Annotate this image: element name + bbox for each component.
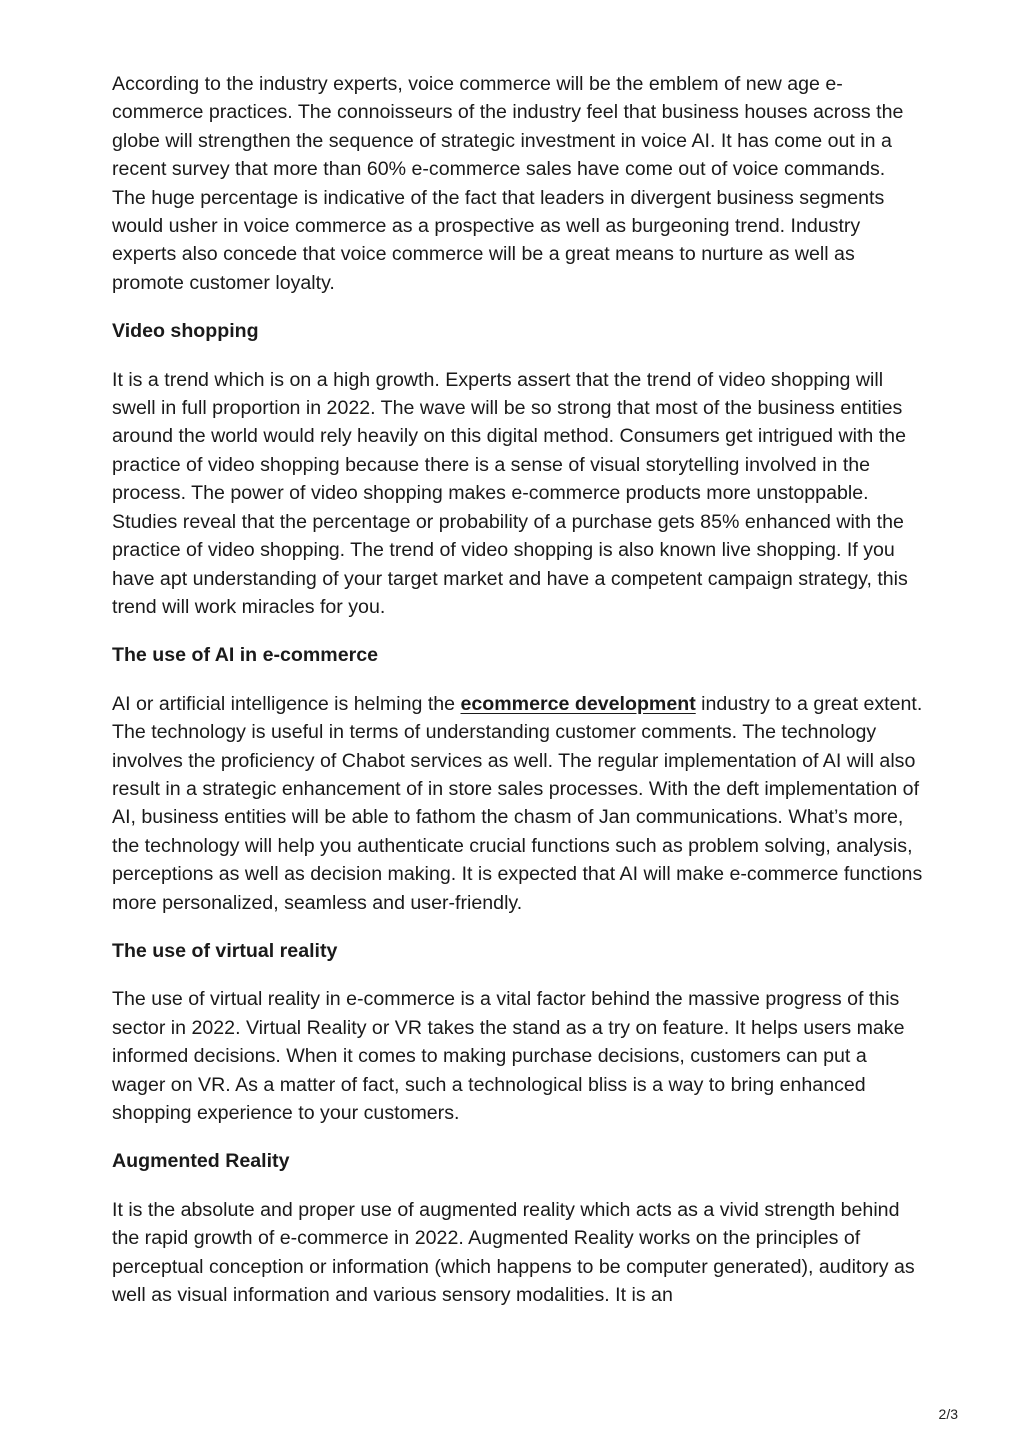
paragraph-ai-ecommerce [112, 690, 924, 917]
ai-text-after-link: industry to a great extent. The technology is useful in terms of understanding customer comments. The technology involves the proficiency of Chabot services as well. The regular implementation of AI will also result in a strategic enhancement of in store sales processes. With the deft implementation of AI, business entities will be able to fathom the chasm of Jan communications. What’s more, the technology will help you authenticate crucial functions such as problem solving, analysis, perceptions as well as decision making. It is expected that AI will make e-commerce functions more personalized, seamless and user-friendly. [112, 692, 923, 914]
heading-video-shopping: Video shopping [112, 320, 259, 343]
page-number: 2/3 [938, 1406, 958, 1422]
paragraph-virtual-reality: The use of virtual reality in e-commerce is a vital factor behind the massive progress of this sector in 2022. Virtual Reality or VR takes the stand as a try on feature. It helps users make informed decisions. When it comes to making purchase decisions, customers can put a wager on VR. As a matter of fact, such a technological bliss is a way to bring enhanced shopping experience to your customers. [112, 988, 905, 1124]
ecommerce-development-link[interactable]: ecommerce development [460, 692, 696, 715]
paragraph-video-shopping: It is a trend which is on a high growth. Experts assert that the trend of video shopping will swell in full proportion in 2022. The wave will be so strong that most of the business entities around the world would rely heavily on this digital method. Consumers get intrigued with the practice of video shopping because there is a sense of visual storytelling involved in the process. The power of video shopping makes e-commerce products more unstoppable. Studies reveal that the percentage or probability of a purchase gets 85% enhanced with the practice of video shopping. The trend of video shopping is also known live shopping. If you have apt understanding of your target market and have a competent campaign strategy, this trend will work miracles for you. [112, 368, 908, 618]
paragraph-voice-commerce: According to the industry experts, voice commerce will be the emblem of new age e-commerce practices. The connoisseurs of the industry feel that business houses across the globe will strengthen the sequence of strategic investment in voice AI. It has come out in a recent survey that more than 60% e-commerce sales have come out of voice commands. The huge percentage is indicative of the fact that leaders in divergent business segments would usher in voice commerce as a prospective as well as burgeoning trend. Industry experts also concede that voice commerce will be a great means to nurture as well as promote customer loyalty. [112, 73, 904, 294]
heading-augmented-reality: Augmented Reality [112, 1150, 290, 1173]
paragraph-augmented-reality: It is the absolute and proper use of augmented reality which acts as a vivid strength behind the rapid growth of e-commerce in 2022. Augmented Reality works on the principles of perceptual conception or information (which happens to be computer generated), auditory as well as visual information and various sensory modalities. It is an [112, 1198, 915, 1307]
ai-text-before-link: AI or artificial intelligence is helming the [112, 692, 461, 715]
heading-ai-ecommerce: The use of AI in e-commerce [112, 644, 379, 667]
heading-virtual-reality: The use of virtual reality [112, 939, 338, 962]
document-page [112, 70, 924, 1329]
